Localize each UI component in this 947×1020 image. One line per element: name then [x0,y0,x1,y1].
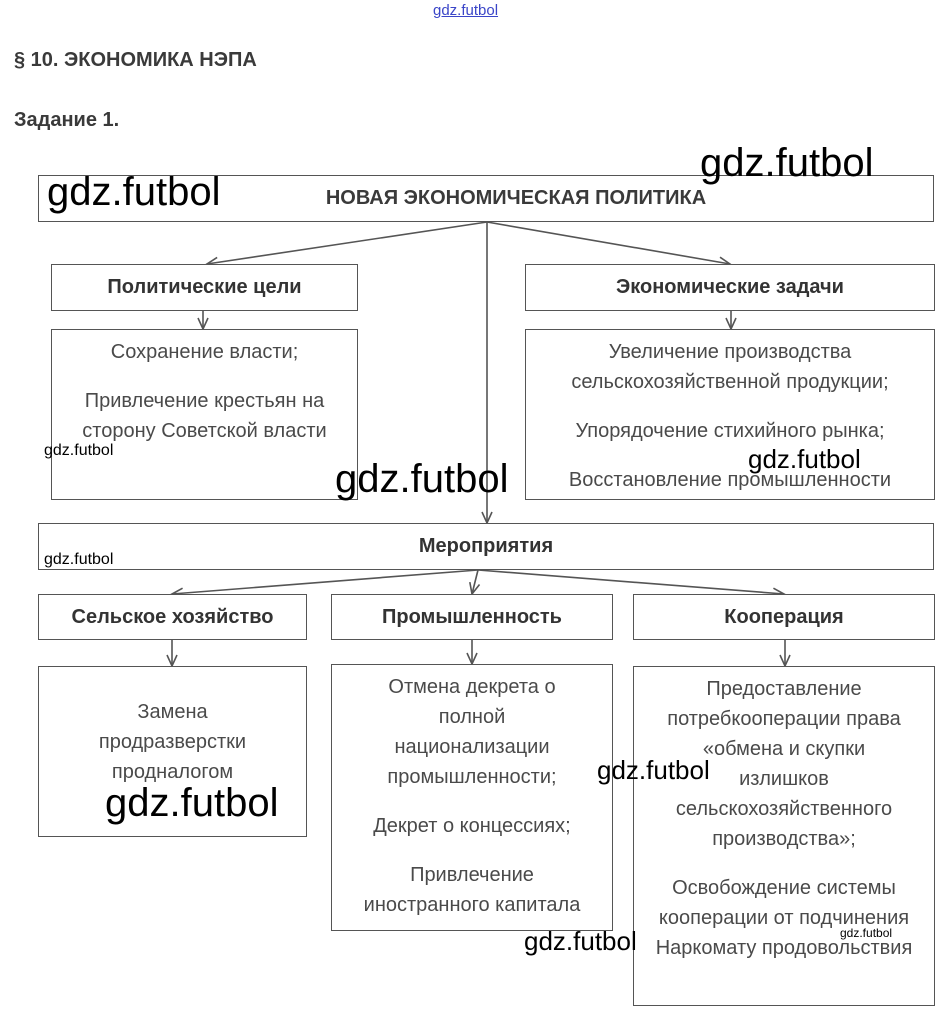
industry-item: Отмена декрета о полной национализации промышленности; [387,676,557,788]
economic-tasks-header: Экономические задачи [525,264,935,311]
watermark: gdz.futbol [47,170,221,214]
watermark: gdz.futbol [840,926,893,940]
watermark: gdz.futbol [524,926,637,956]
watermark: gdz.futbol [44,442,114,459]
industry-item: Декрет о концессиях; [373,815,571,837]
industry-content [331,664,613,931]
political-goal-item: Привлечение крестьян на сторону Советской власти [82,390,327,442]
arrow-root-to-economic [487,222,730,264]
watermark: gdz.futbol [105,781,279,825]
cooperation-header: Кооперация [633,594,935,640]
watermark: gdz.futbol [597,755,710,785]
watermark: gdz.futbol [335,457,509,501]
economic-task-item: Упорядочение стихийного рынка; [575,420,885,442]
watermark-top-link[interactable]: gdz.futbol [433,2,499,19]
political-goals-content [51,329,358,500]
political-goals-header: Политические цели [51,264,358,311]
watermark: gdz.futbol [700,141,874,185]
economic-task-item: Восстановление промышленности [568,469,892,491]
watermark: gdz.futbol [44,551,114,568]
arrow-measures-to-agriculture [172,570,478,594]
arrow-measures-to-industry [472,570,478,594]
arrow-root-to-political [207,222,487,264]
task-label: Задание 1. [14,109,120,131]
root-title: НОВАЯ ЭКОНОМИЧЕСКАЯ ПОЛИТИКА [325,187,707,209]
industry-header: Промышленность [331,594,613,640]
cooperation-content [633,666,935,1006]
measures-header: Мероприятия [38,523,934,570]
arrow-measures-to-cooperation [478,570,784,594]
watermark: gdz.futbol [748,444,861,474]
economic-task-item: Увеличение производства сельскохозяйственной продукции; [571,341,889,393]
section-title: § 10. ЭКОНОМИКА НЭПА [14,49,257,71]
agriculture-item: Замена продразверстки продналогом [98,701,247,783]
political-goal-item: Сохранение власти; [110,341,299,363]
agriculture-header: Сельское хозяйство [38,594,307,640]
economic-tasks-content [525,329,935,500]
industry-item: Привлечение иностранного капитала [363,864,581,916]
cooperation-item: Освобождение системы кооперации от подчинения Наркомату продовольствия [655,877,913,959]
cooperation-item: Предоставление потребкооперации права «обмена и скупки излишков сельскохозяйственного производства»; [667,678,901,850]
